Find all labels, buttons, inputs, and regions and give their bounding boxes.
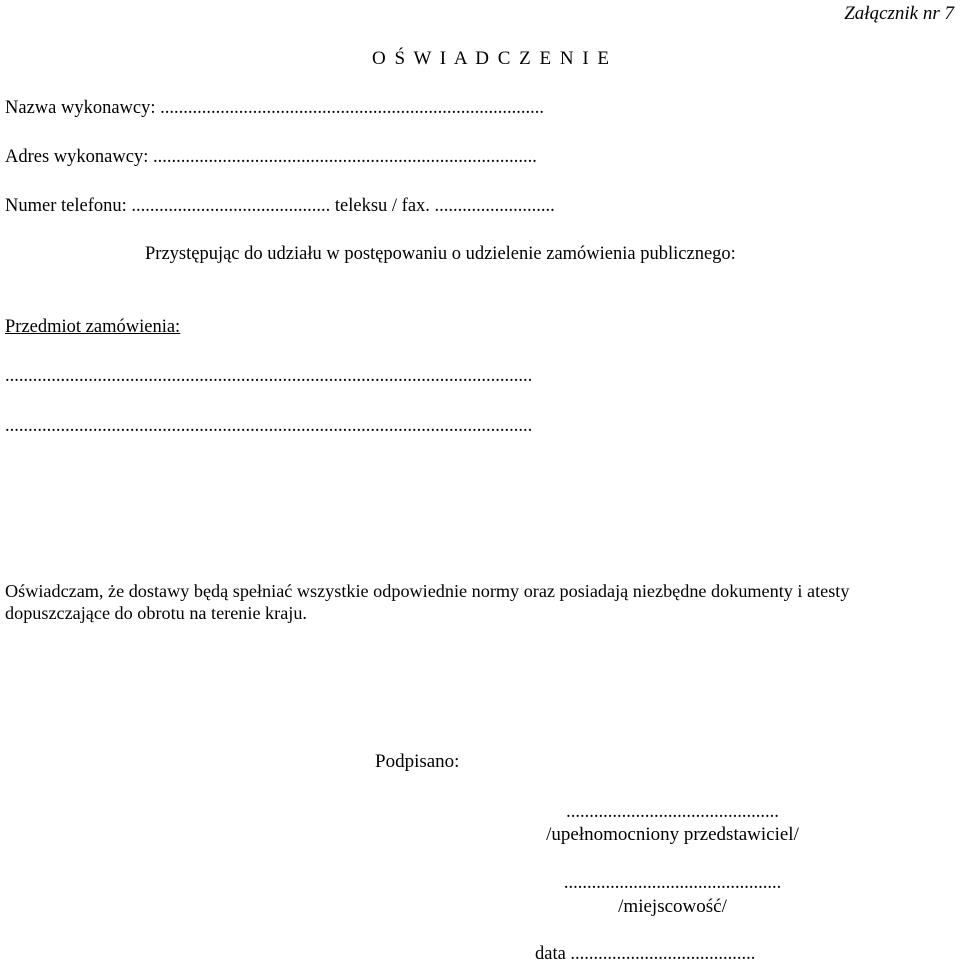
subject-line-1: .................................................................................................................. — [5, 366, 533, 386]
attachment-label: Załącznik nr 7 — [844, 3, 954, 24]
place-label: /miejscowość/ — [618, 896, 727, 917]
contractor-address-field: Adres wykonawcy: ................................................................................... — [5, 147, 537, 167]
subject-line-2: .................................................................................................................. — [5, 416, 533, 436]
contractor-name-field: Nazwa wykonawcy: ................................................................................... — [5, 98, 545, 118]
intro-text: Przystępując do udziału w postępowaniu o udzielenie zamówienia publicznego: — [145, 244, 736, 264]
place-line: ............................................... — [563, 873, 782, 893]
phone-fax-field: Numer telefonu: ........................................... teleksu / fax. .......................... — [5, 196, 555, 216]
representative-signature-line: .............................................. — [566, 802, 779, 822]
subject-label: Przedmiot zamówienia: — [5, 317, 181, 337]
representative-label: /upełnomocniony przedstawiciel/ — [546, 824, 799, 845]
date-line: data ........................................ — [535, 944, 756, 964]
statement-paragraph: Oświadczam, że dostawy będą spełniać wszystkie odpowiednie normy oraz posiadają niezbędne dokumenty i atesty dopuszczające do obrotu na terenie kraju. — [5, 581, 850, 623]
document-title: O Ś W I A D C Z E N I E — [372, 48, 611, 69]
signature-label: Podpisano: — [375, 751, 460, 772]
